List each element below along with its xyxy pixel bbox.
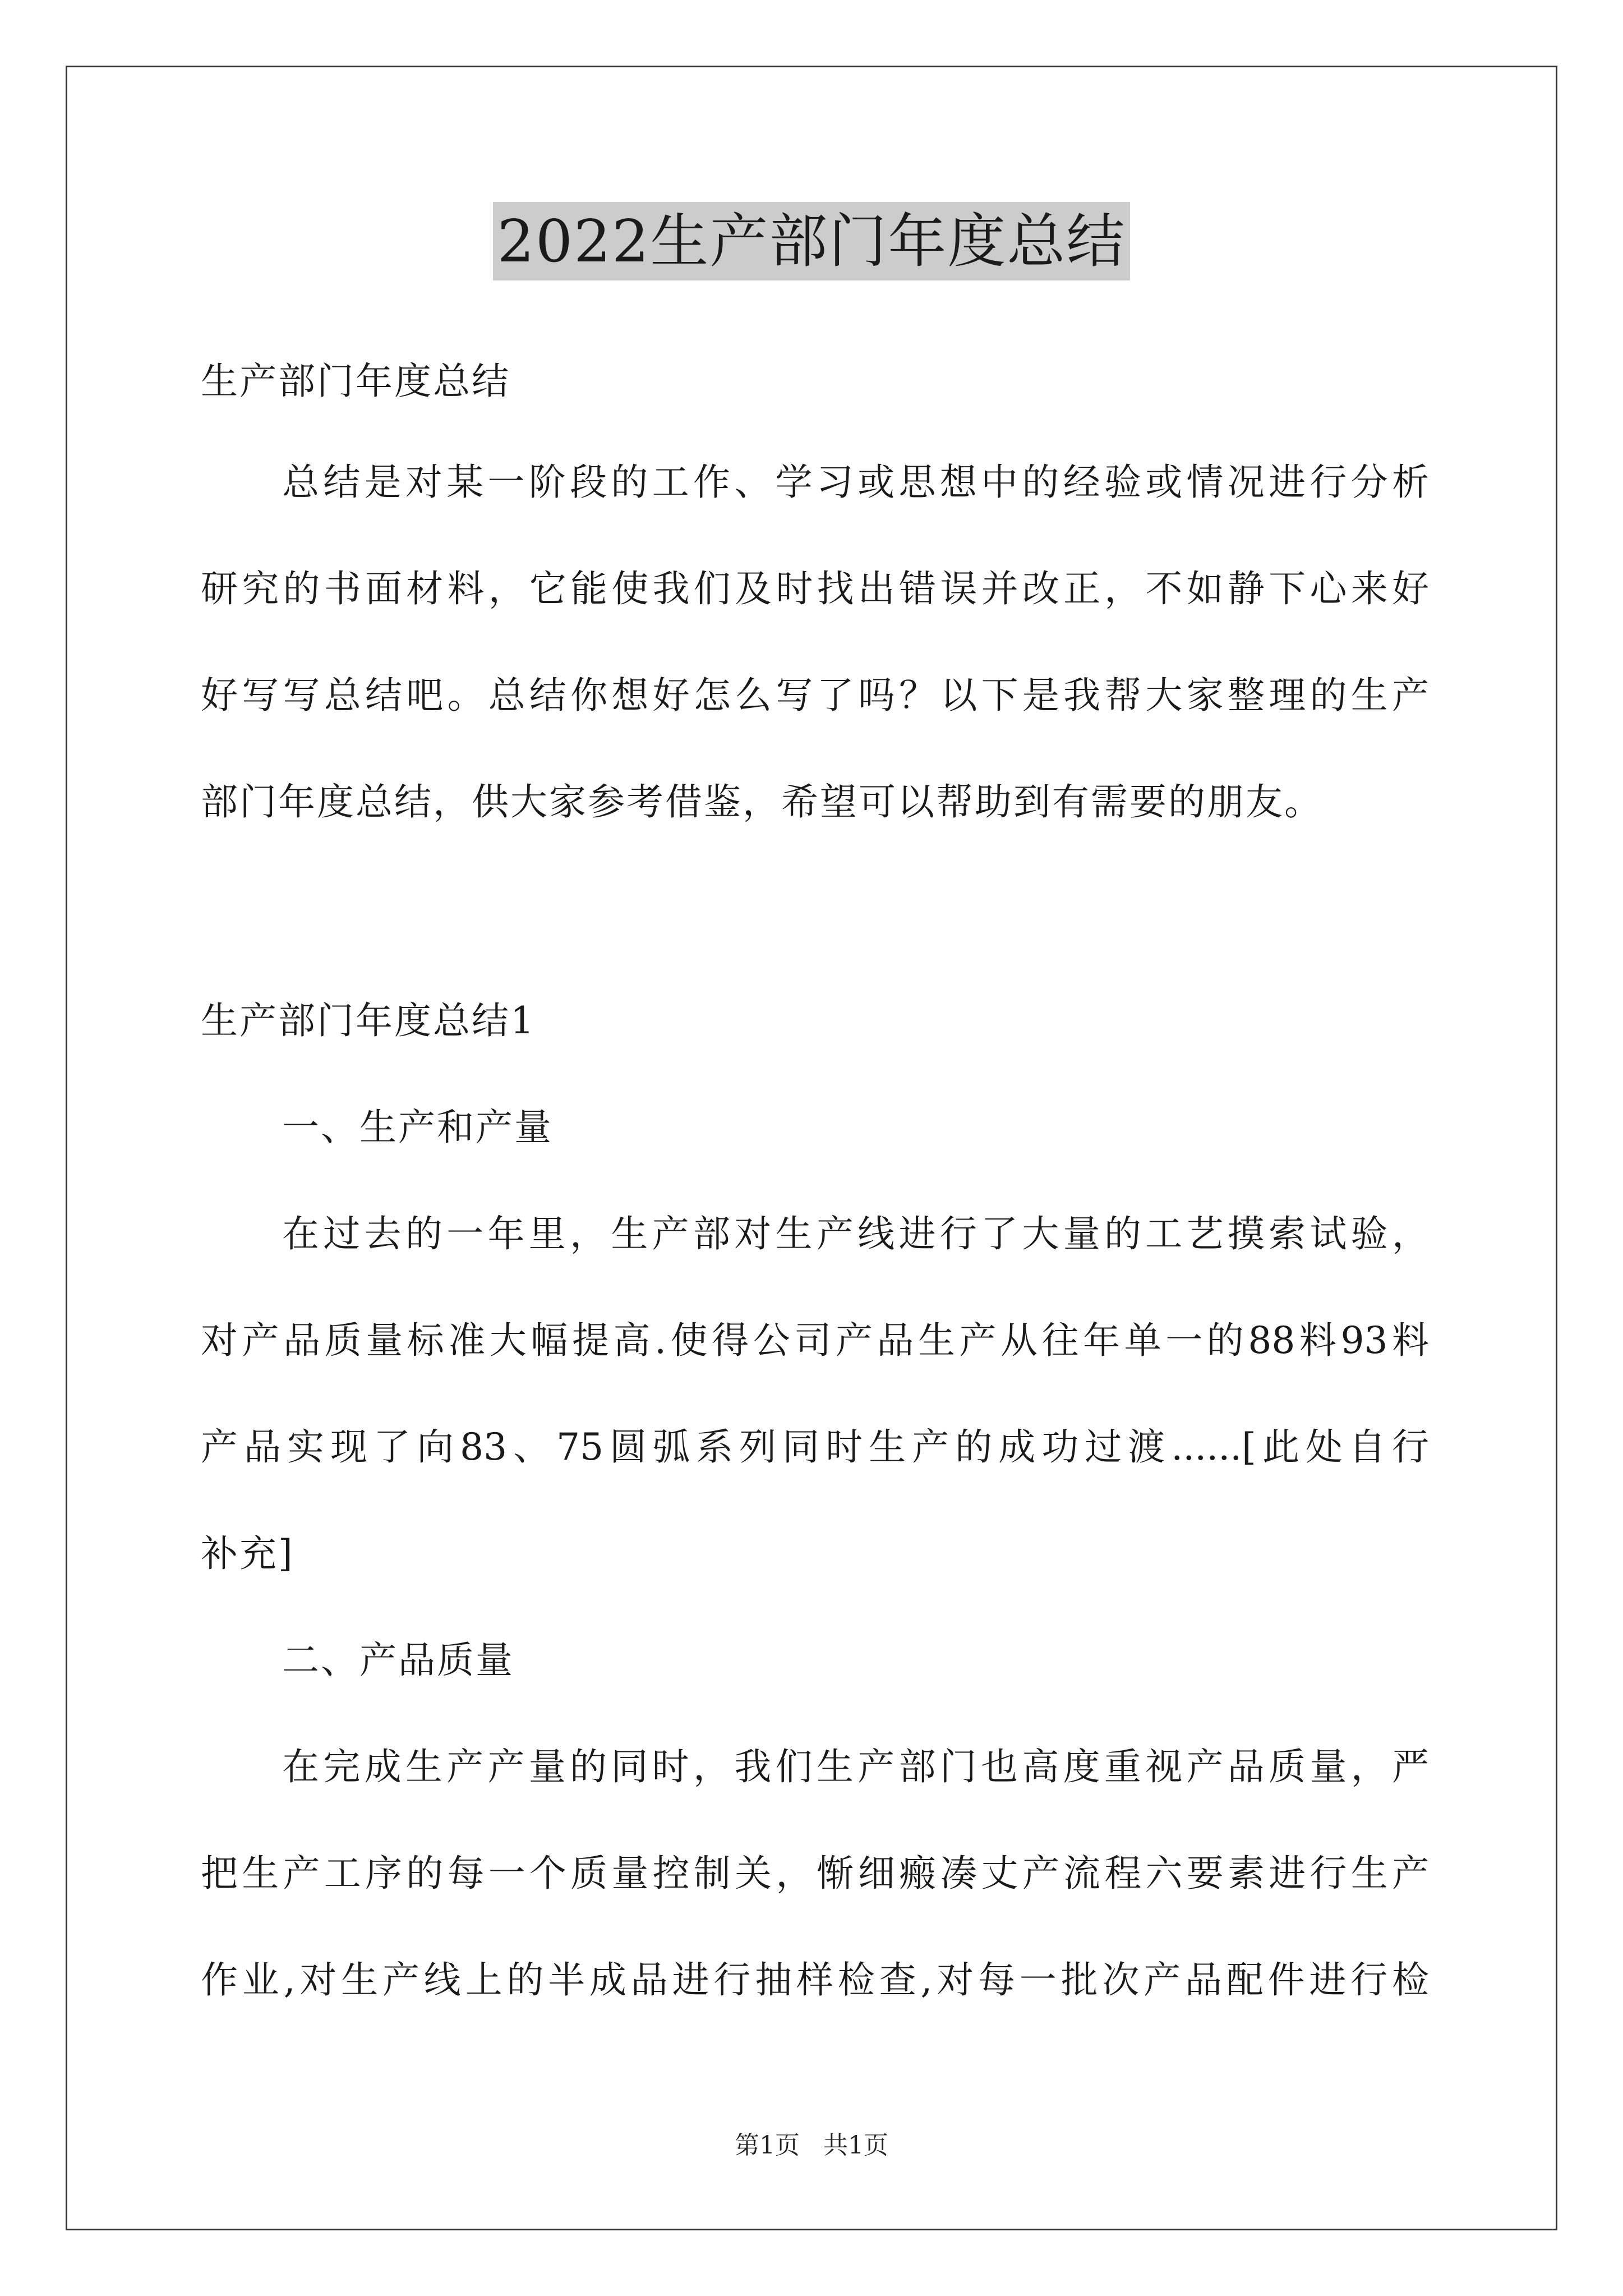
paragraph-line: 把生产工序的每一个质量控制关，惭细瘢凑丈产流程六要素进行生产: [201, 1852, 1429, 1895]
subsection-heading: 一、生产和产量: [282, 1106, 553, 1149]
page-footer: [0, 2129, 1623, 2162]
paragraph-line: 总结是对某一阶段的工作、学习或思想中的经验或情况进行分析: [282, 461, 1429, 504]
paragraph-line: 作业,对生产线上的半成品进行抽样检查,对每一批次产品配件进行检: [201, 1958, 1429, 2001]
subsection-heading: 二、产品质量: [282, 1639, 514, 1682]
paragraph-line: 研究的书面材料，它能使我们及时找出错误并改正，不如静下心来好: [201, 567, 1429, 610]
document-title: 2022生产部门年度总结: [493, 202, 1131, 280]
paragraph-line: 产品实现了向83、75圆弧系列同时生产的成功过渡......[此处自行: [201, 1425, 1429, 1469]
paragraph-line: 部门年度总结，供大家参考借鉴，希望可以帮助到有需要的朋友。: [201, 780, 1323, 823]
paragraph-line: 好写写总结吧。总结你想好怎么写了吗？以下是我帮大家整理的生产: [201, 674, 1429, 717]
intro-heading: 生产部门年度总结: [201, 360, 510, 403]
page-number: 第1页: [735, 2131, 800, 2160]
section-heading: 生产部门年度总结1: [201, 999, 536, 1042]
paragraph-line: 对产品质量标准大幅提高.使得公司产品生产从往年单一的88料93料: [201, 1319, 1429, 1362]
paragraph-line: 在过去的一年里，生产部对生产线进行了大量的工艺摸索试验，: [282, 1212, 1429, 1255]
paragraph-line: 补充]: [201, 1532, 294, 1575]
page-total: 共1页: [823, 2131, 888, 2160]
paragraph-line: 在完成生产产量的同时，我们生产部门也高度重视产品质量，严: [282, 1745, 1429, 1788]
title-area: [0, 202, 1623, 280]
